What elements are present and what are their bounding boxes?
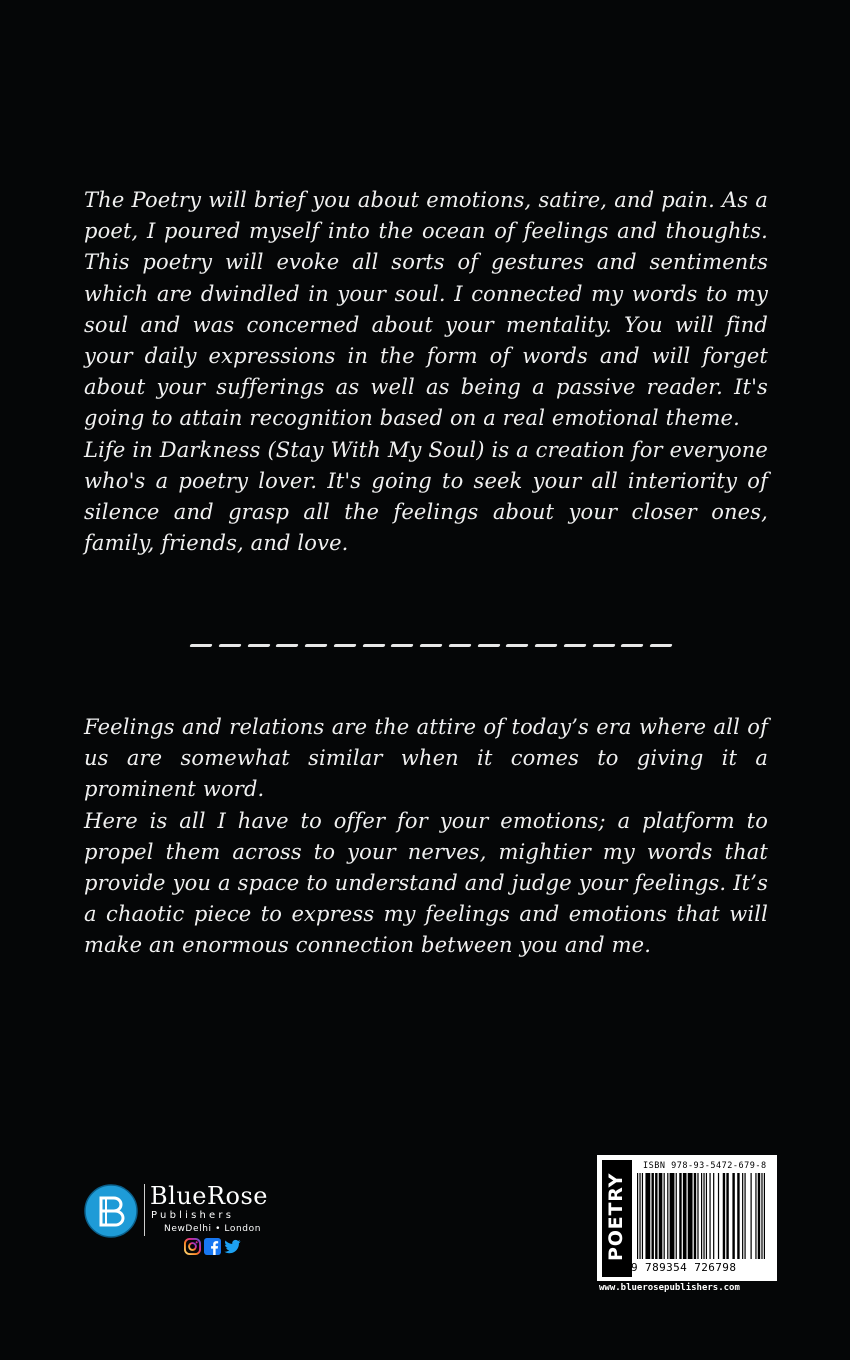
barcode-bar — [645, 1173, 650, 1259]
blurb-paragraph: Here is all I have to offer for your emotions; a platform to propel them across to your nerves, mightier my words that provide you a space to understand and judge your feelings. It’s a chaotic piece to express my feelings and emotions that will make an enormous connection between you and me. — [84, 808, 768, 958]
divider-dash — [563, 644, 586, 647]
barcode-bar — [751, 1173, 752, 1259]
barcode-bar — [642, 1173, 643, 1259]
blurb-paragraph: Feelings and relations are the attire of today’s era where all of us are somewhat similar when it comes to giving it a prominent word. — [84, 715, 768, 802]
divider-dash — [419, 644, 442, 647]
logo-separator — [144, 1184, 145, 1236]
divider-dash — [649, 644, 672, 647]
divider-dash — [247, 644, 270, 647]
barcode-bar — [761, 1173, 762, 1259]
instagram-icon[interactable] — [184, 1238, 201, 1255]
barcode-bar — [655, 1173, 657, 1259]
barcode-bar — [703, 1173, 704, 1259]
barcode-bar — [679, 1173, 681, 1259]
divider-dash — [276, 644, 299, 647]
barcode-bar — [667, 1173, 668, 1259]
isbn-barcode — [597, 1155, 777, 1281]
barcode-bar — [758, 1173, 760, 1259]
barcode-bar — [726, 1173, 728, 1259]
blurb-paragraph: Life in Darkness (Stay With My Soul) is a creation for everyone who's a poetry lover. It's going to seek your all interiority of silence and grasp all the feelings about your closer ones, family, friends, and love. — [84, 437, 768, 556]
blurb-paragraph: The Poetry will brief you about emotions, satire, and pain. As a poet, I poured myself into the ocean of feelings and thoughts. This poetry will evoke all sorts of gestures and sentiments which are dwindled in your soul. I connected my words to my soul and was concerned about your mentality. You will find your daily expressions in the form of words and will forget about your sufferings as well as being a passive reader. It's going to attain recognition based on a real emotional theme. — [84, 188, 768, 431]
blurb-section-2 — [84, 712, 768, 962]
facebook-icon[interactable] — [204, 1238, 221, 1255]
barcode-bar — [732, 1173, 734, 1259]
barcode-bar — [709, 1173, 710, 1259]
twitter-icon[interactable] — [224, 1238, 241, 1255]
bluerose-b-icon — [84, 1184, 138, 1238]
divider-dash — [592, 644, 615, 647]
barcode-bar — [659, 1173, 663, 1259]
publisher-locations: NewDelhi • London — [164, 1224, 262, 1234]
divider-dash — [304, 644, 327, 647]
genre-label: POETRY — [605, 1172, 627, 1261]
blurb-section-1 — [84, 185, 768, 559]
publisher-logo — [84, 1182, 314, 1262]
barcode-bar — [670, 1173, 675, 1259]
barcode-bar — [723, 1173, 725, 1259]
divider-dash — [333, 644, 356, 647]
barcode-number: 9 789354 726798 — [631, 1261, 737, 1274]
barcode-bar — [755, 1173, 756, 1259]
divider-dash — [621, 644, 644, 647]
barcode-bar — [664, 1173, 665, 1259]
divider-dash — [506, 644, 529, 647]
barcode-bar — [706, 1173, 707, 1259]
divider-dash — [362, 644, 385, 647]
barcode-bar — [742, 1173, 743, 1259]
barcode-bar — [639, 1173, 640, 1259]
divider-dash — [448, 644, 471, 647]
publisher-subtitle: Publishers — [151, 1210, 235, 1221]
barcode-bar — [697, 1173, 698, 1259]
divider-dash — [189, 644, 212, 647]
dashed-divider — [190, 644, 672, 652]
publisher-website[interactable]: www.bluerosepublishers.com — [599, 1283, 740, 1293]
barcode-bar — [737, 1173, 739, 1259]
barcode-bar — [676, 1173, 677, 1259]
divider-dash — [477, 644, 500, 647]
divider-dash — [391, 644, 414, 647]
barcode-bar — [688, 1173, 693, 1259]
publisher-name: BlueRose — [150, 1182, 269, 1210]
isbn-label: ISBN 978-93-5472-679-8 — [643, 1161, 767, 1171]
barcode-bar — [713, 1173, 714, 1259]
barcode-bar — [651, 1173, 653, 1259]
barcode-bar — [637, 1173, 638, 1259]
barcode-bar — [701, 1173, 702, 1259]
barcode-bar — [744, 1173, 745, 1259]
divider-dash — [218, 644, 241, 647]
divider-dash — [534, 644, 557, 647]
social-icons — [184, 1238, 241, 1255]
barcode-bar — [694, 1173, 696, 1259]
barcode-bars — [637, 1173, 765, 1259]
barcode-bar — [764, 1173, 765, 1259]
barcode-bar — [718, 1173, 719, 1259]
barcode-bar — [683, 1173, 687, 1259]
